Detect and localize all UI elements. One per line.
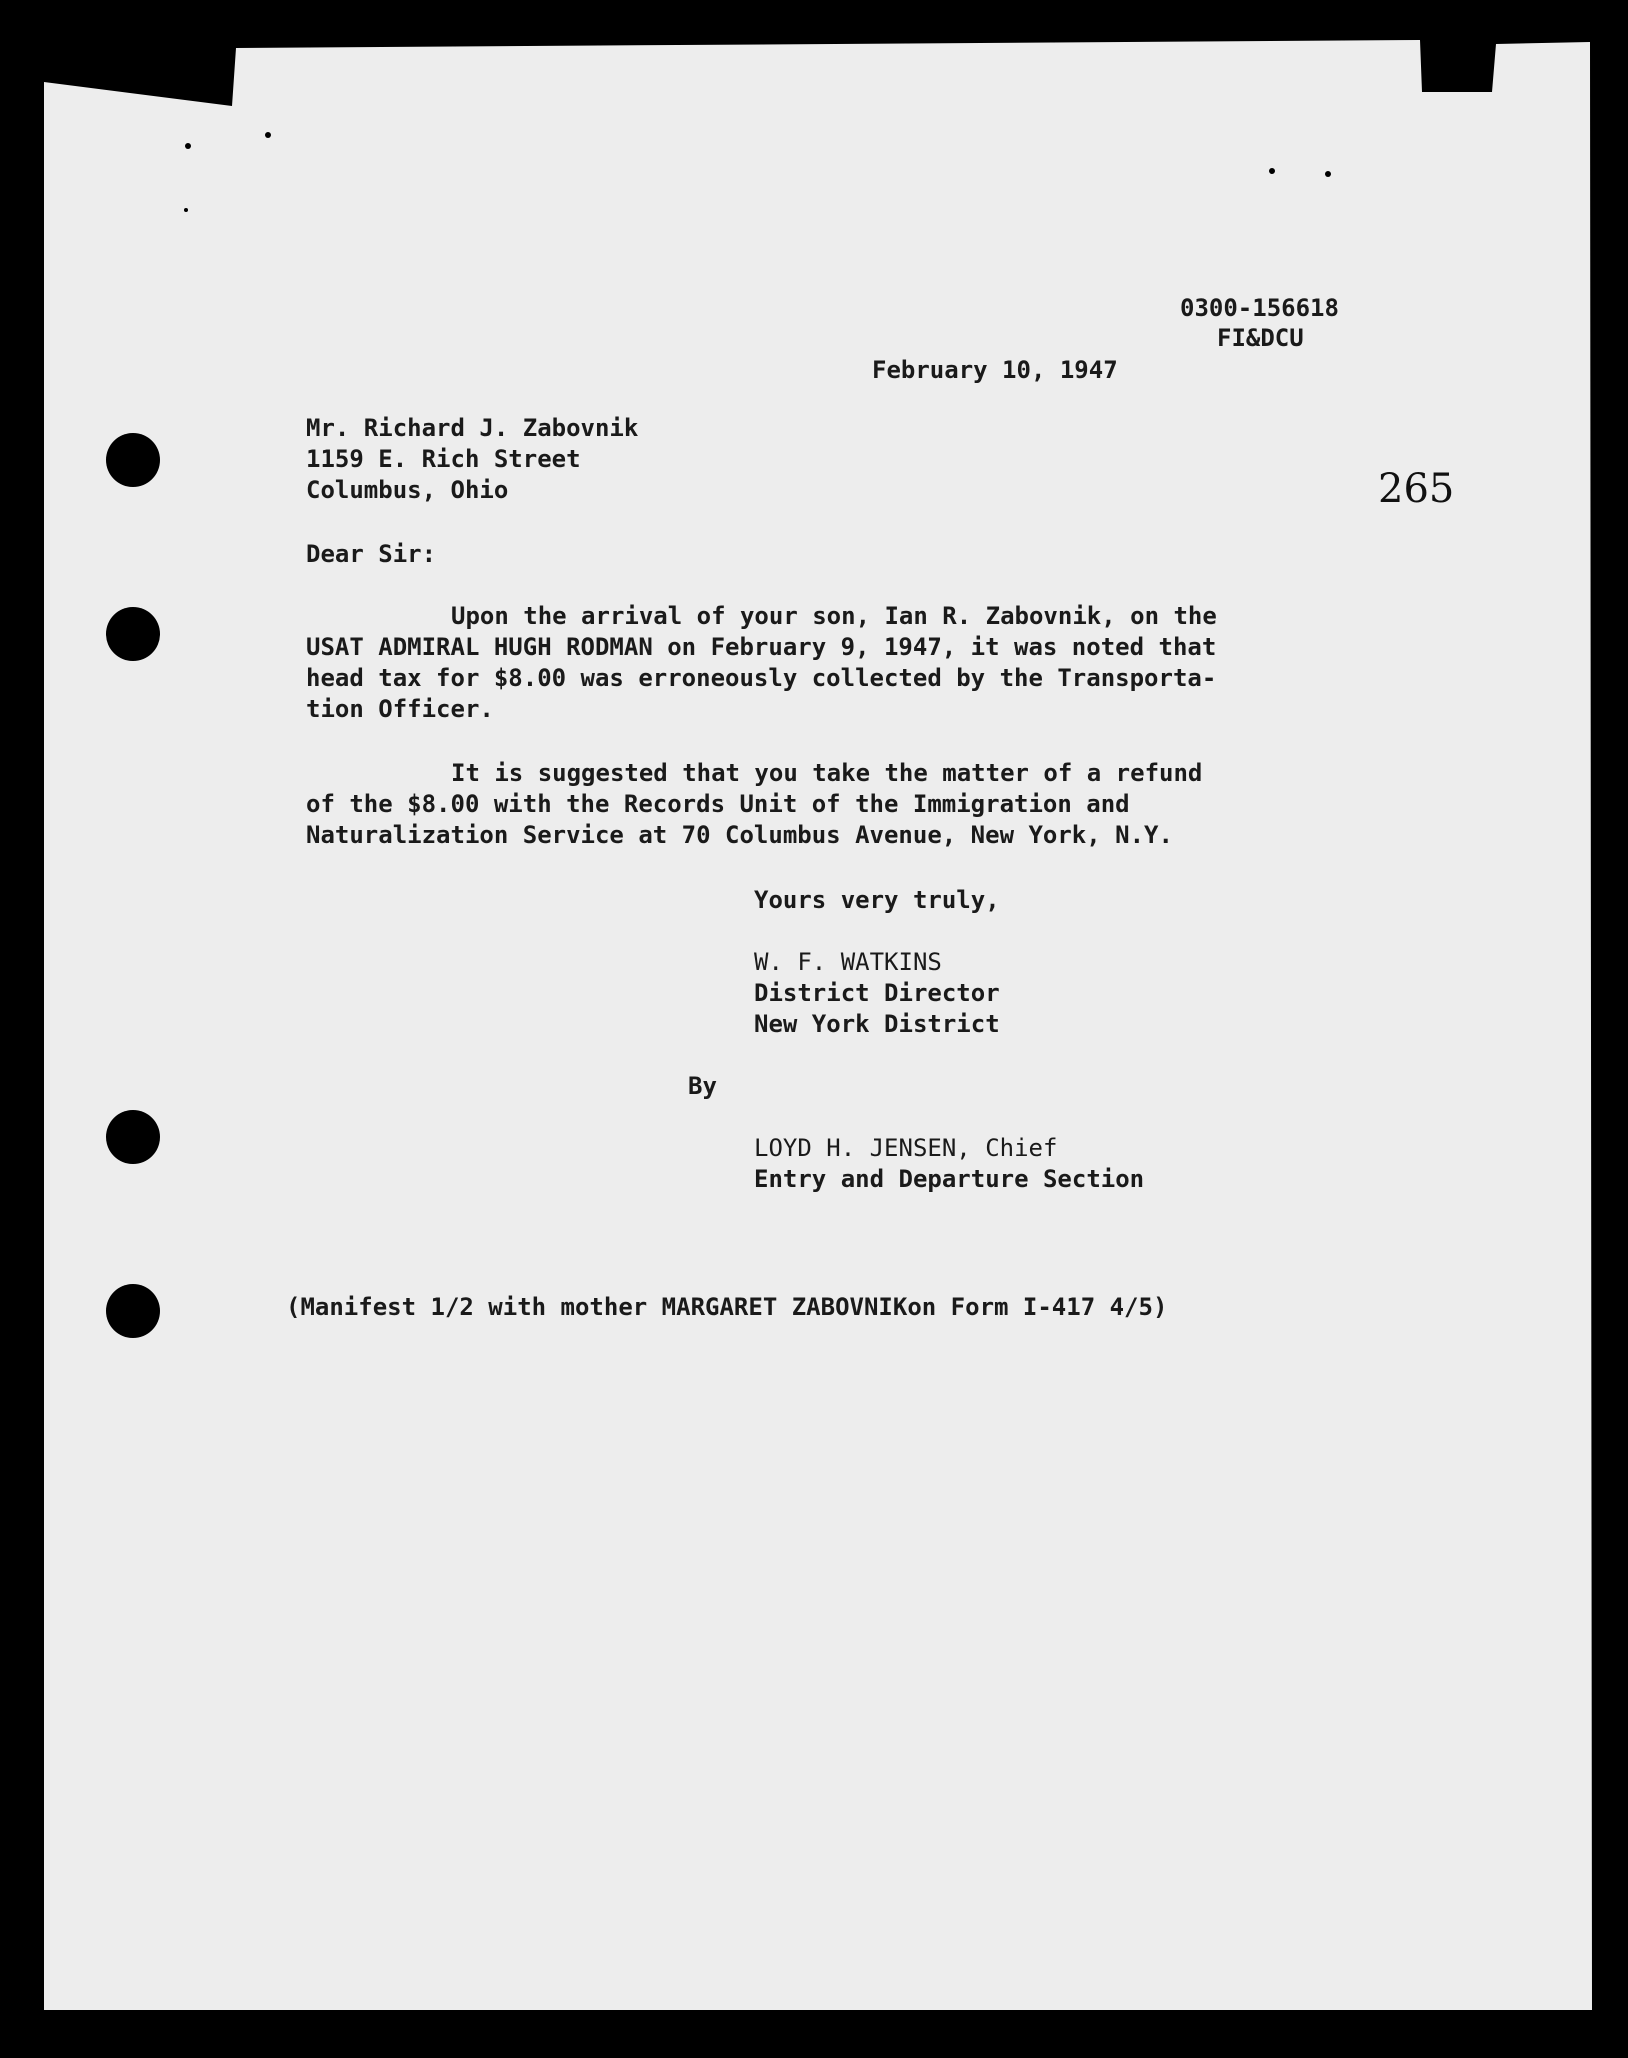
manifest-note: (Manifest 1/2 with mother MARGARET ZABOVNIKon Form I-417 4/5) [286,1293,1168,1321]
body-line: USAT ADMIRAL HUGH RODMAN on February 9, 1947, it was noted that [306,633,1217,661]
file-number: 0300-156618 [1180,294,1339,322]
punch-hole [106,1284,160,1338]
letter-date: February 10, 1947 [872,356,1118,384]
punch-hole [106,1110,160,1164]
signer-title: District Director [754,979,1000,1007]
agent-name: LOYD H. JENSEN, Chief [754,1134,1058,1162]
speck [1325,171,1331,177]
address-line: Columbus, Ohio [306,476,509,504]
by-label: By [688,1072,717,1100]
address-line: 1159 E. Rich Street [306,445,581,473]
body-line: Naturalization Service at 70 Columbus Avenue, New York, N.Y. [306,821,1173,849]
body-line: tion Officer. [306,695,494,723]
signer-name: W. F. WATKINS [754,948,942,976]
office-code: FI&DCU [1217,324,1304,352]
body-line: Upon the arrival of your son, Ian R. Zabovnik, on the [451,602,1217,630]
speck [1269,168,1275,174]
address-line: Mr. Richard J. Zabovnik [306,414,639,442]
speck [184,208,188,212]
body-line: head tax for $8.00 was erroneously collected by the Transporta- [306,664,1217,692]
punch-hole [106,607,160,661]
signer-district: New York District [754,1010,1000,1038]
speck [265,132,271,138]
body-line: It is suggested that you take the matter of a refund [451,759,1203,787]
body-line: of the $8.00 with the Records Unit of the Immigration and [306,790,1130,818]
salutation: Dear Sir: [306,540,437,568]
punch-hole [106,433,160,487]
speck [185,143,191,149]
page-number: 265 [1378,466,1455,512]
agent-section: Entry and Departure Section [754,1165,1145,1193]
closing: Yours very truly, [754,886,1000,914]
